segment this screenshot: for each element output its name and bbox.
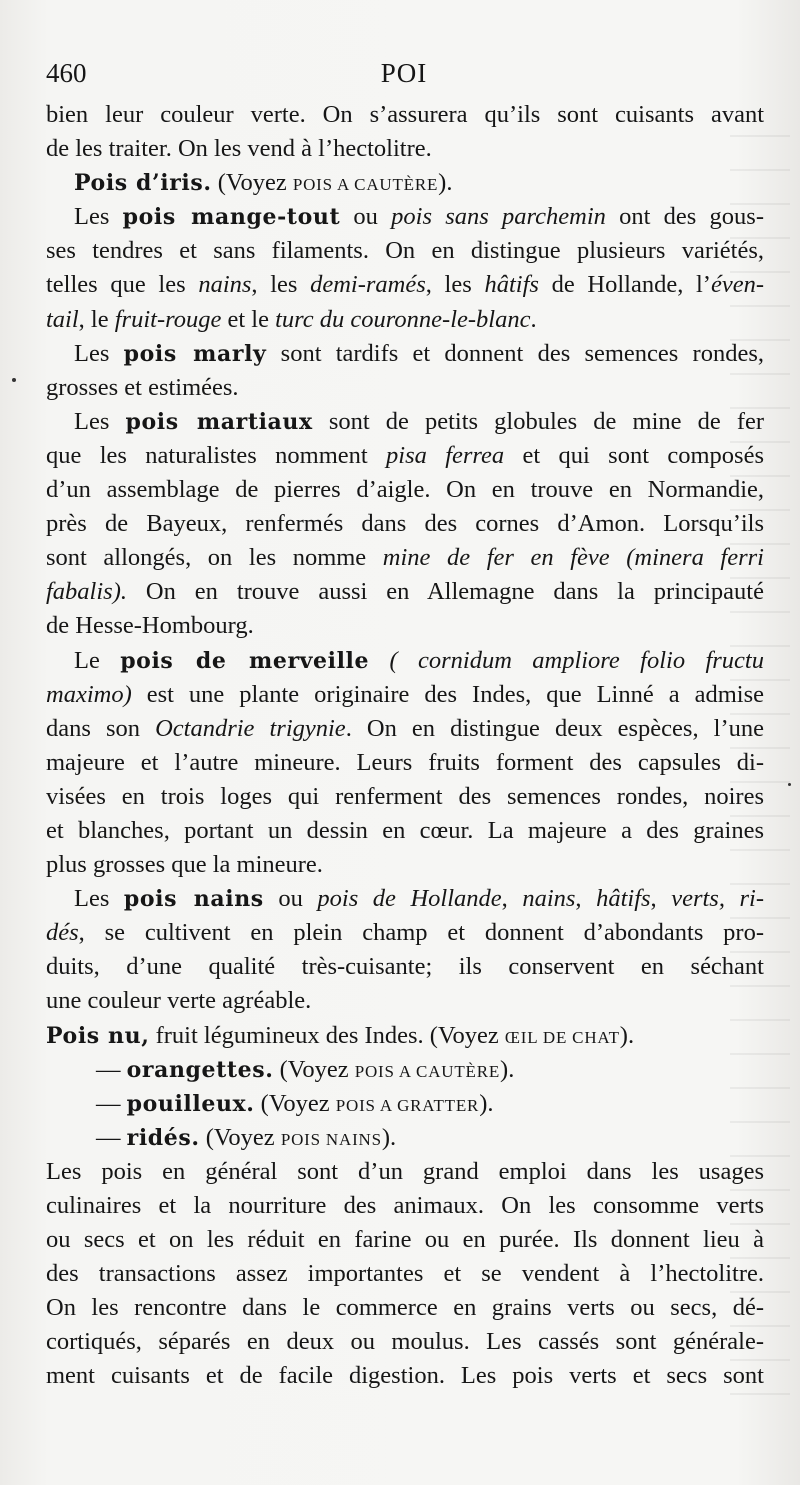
text-run: , <box>501 885 523 913</box>
headword: ridés. <box>126 1124 200 1151</box>
text-run: , le <box>78 305 115 333</box>
text-line <box>46 541 764 575</box>
text-line <box>46 268 764 302</box>
text-run: près de Bayeux, renfermés dans des cornes d’Amon. Lorsqu’ils <box>46 510 764 538</box>
text-line <box>46 780 764 814</box>
text-line <box>46 746 764 780</box>
text-run: Les <box>74 203 123 231</box>
entry-pois-nains <box>46 882 764 916</box>
text-run: est une plante originaire des Indes, que Linné a admise <box>131 680 764 708</box>
text-run: On les rencontre dans le commerce en grains verts ou secs, dé- <box>46 1294 764 1322</box>
italic-run: nains <box>522 885 576 913</box>
italic-run: ( cornidum ampliore folio fructu <box>369 646 764 674</box>
entry-pois-martiaux <box>46 405 764 439</box>
italic-run: demi-ramés <box>310 271 426 299</box>
text-run: de Hesse-Hombourg. <box>46 612 254 640</box>
text-run: fruit légumineux des Indes. (Voyez <box>149 1021 505 1049</box>
italic-run: verts, ri- <box>671 885 765 913</box>
text-run: bien leur couleur verte. On s’assurera qu’ils sont cuisants avant <box>46 101 764 128</box>
text-run: Les <box>74 339 124 367</box>
text-run: et le <box>221 305 276 333</box>
text-run: ). <box>500 1055 515 1083</box>
text-run: , <box>575 885 597 913</box>
italic-run: hâtifs <box>596 885 651 913</box>
text-run: grosses et estimées. <box>46 373 239 401</box>
text-run: d’un assemblage de pierres d’aigle. On en trouve en Normandie, <box>46 476 764 504</box>
cross-reference: ŒIL DE CHAT <box>504 1027 620 1047</box>
italic-run: pisa ferrea <box>386 441 505 469</box>
text-line <box>46 814 764 848</box>
italic-run: Octandrie trigynie <box>155 714 346 742</box>
text-run: duits, d’une qualité très-cuisante; ils conservent en séchant <box>46 953 764 981</box>
entry-rides <box>46 1121 764 1155</box>
text-run: Les <box>74 407 126 435</box>
text-run: . <box>530 305 537 333</box>
text-run: sont tardifs et donnent des semences rondes, <box>266 339 764 367</box>
text-line <box>46 848 764 882</box>
text-line <box>46 1223 764 1257</box>
text-run: , les <box>425 271 485 299</box>
text-line <box>46 371 764 405</box>
text-run: culinaires et la nourriture des animaux. On les consomme verts <box>46 1192 764 1219</box>
text-run: majeure et l’autre mineure. Leurs fruits forment des capsules di- <box>46 748 764 776</box>
text-line <box>46 916 764 950</box>
headword: pois martiaux <box>125 408 313 435</box>
entry-pois-de-merveille <box>46 644 764 678</box>
text-run: (Voyez <box>199 1123 281 1151</box>
headword: pois nains <box>123 886 264 913</box>
text-run: Les <box>74 885 124 913</box>
text-run: cortiqués, séparés en deux ou moulus. Les cassés sont générale- <box>46 1328 764 1356</box>
text-line <box>46 473 764 507</box>
text-run: et blanches, portant un dessin en cœur. La majeure a des graines <box>46 816 764 844</box>
page-header <box>46 58 762 94</box>
text-run: sont allongés, on les nomme <box>46 544 383 572</box>
text-line <box>46 1257 764 1291</box>
text-line <box>46 1189 764 1223</box>
headword: orangettes. <box>126 1056 274 1083</box>
text-line <box>46 98 764 132</box>
text-line <box>46 234 764 268</box>
italic-run: hâtifs <box>484 271 539 299</box>
text-run: et qui sont composés <box>504 441 764 469</box>
text-run: de les traiter. On les vend à l’hectolitre. <box>46 135 432 163</box>
text-line <box>46 507 764 541</box>
headword: pois de merveille <box>120 647 370 674</box>
text-line <box>46 132 764 166</box>
text-run: ). <box>479 1089 494 1117</box>
text-line <box>46 950 764 984</box>
text-run: Les pois en général sont d’un grand emploi dans les usages <box>46 1157 764 1185</box>
text-line <box>46 712 764 746</box>
italic-run: éven- <box>710 271 765 299</box>
headword: pois marly <box>123 340 267 367</box>
text-run: ). <box>438 169 453 197</box>
text-run: Le <box>74 646 121 674</box>
text-run: dans son <box>46 714 156 742</box>
text-line <box>46 1325 764 1359</box>
text-run: des transactions assez importantes et se vendent à l’hectolitre. <box>46 1260 764 1288</box>
text-run: ont des gous- <box>605 203 764 231</box>
text-run: sont de petits globules de mine de fer <box>312 407 765 435</box>
cross-reference: POIS NAINS <box>280 1129 382 1149</box>
ink-speck <box>12 378 16 382</box>
headword: pois mange-tout <box>122 204 341 231</box>
cross-reference: POIS A GRATTER <box>335 1095 480 1115</box>
text-run: — <box>96 1055 127 1083</box>
text-line <box>46 984 764 1018</box>
italic-run: mine de fer en fève (minera ferri <box>382 544 764 572</box>
text-run: de Hollande, l’ <box>538 271 711 299</box>
text-line <box>46 1359 764 1393</box>
italic-run: pois sans parchemin <box>391 203 606 231</box>
text-run: ment cuisants et de facile digestion. Les pois verts et secs sont <box>46 1362 764 1390</box>
text-run: ou <box>340 203 392 231</box>
text-line <box>46 678 764 712</box>
text-run: ). <box>381 1123 397 1151</box>
text-run: — <box>96 1089 127 1117</box>
text-line <box>46 1155 764 1189</box>
italic-run: nains <box>198 271 252 299</box>
running-head: POI <box>380 58 428 88</box>
italic-run: maximo) <box>46 680 132 708</box>
ink-speck <box>788 783 791 786</box>
text-run: On en trouve aussi en Allemagne dans la principauté <box>127 578 764 606</box>
entry-pois-mange-tout <box>46 200 764 234</box>
text-run: ou secs et on les réduit en farine ou en purée. Ils donnent lieu à <box>46 1226 764 1254</box>
text-run: une couleur verte agréable. <box>46 987 312 1015</box>
body-text <box>46 98 764 1394</box>
text-run: — <box>96 1123 127 1151</box>
italic-run: fruit-rouge <box>114 305 222 333</box>
text-run: (Voyez <box>254 1089 336 1117</box>
text-line <box>46 439 764 473</box>
text-run: (Voyez <box>211 169 293 197</box>
text-run: plus grosses que la mineure. <box>46 851 323 879</box>
text-line <box>46 303 764 337</box>
entry-pois-nu <box>46 1019 764 1053</box>
entry-orangettes <box>46 1053 764 1087</box>
text-run: ses tendres et sans filaments. On en distingue plusieurs variétés, <box>46 237 764 265</box>
entry-pois-d-iris <box>46 166 764 200</box>
cross-reference: POIS A CAUTÈRE <box>354 1061 501 1081</box>
italic-run: dés <box>46 919 79 947</box>
text-run: , <box>650 885 672 913</box>
italic-run: pois de Hollande <box>317 885 502 913</box>
italic-run: turc du couronne-le-blanc <box>275 305 531 333</box>
text-run: , se cultivent en plein champ et donnent d’abondants pro- <box>78 919 764 947</box>
text-run: telles que les <box>46 271 199 299</box>
text-run: (Voyez <box>273 1055 355 1083</box>
italic-run: tail <box>46 305 79 333</box>
text-run: , les <box>251 271 311 299</box>
text-line <box>46 609 764 643</box>
headword: Pois nu, <box>46 1022 150 1049</box>
text-run: . On en distingue deux espèces, l’une <box>345 714 764 742</box>
headword: pouilleux. <box>126 1090 255 1117</box>
text-line <box>46 1291 764 1325</box>
text-run: visées en trois loges qui renferment des semences rondes, noires <box>46 782 764 810</box>
text-run: que les naturalistes nomment <box>46 441 387 469</box>
text-run: ou <box>263 885 318 913</box>
entry-pois-marly <box>46 337 764 371</box>
page-number: 460 <box>46 58 87 88</box>
text-line <box>46 575 764 609</box>
entry-pouilleux <box>46 1087 764 1121</box>
text-run: ). <box>619 1021 635 1049</box>
headword: Pois d’iris. <box>74 170 212 197</box>
italic-run: fabalis). <box>46 578 127 606</box>
cross-reference: POIS A CAUTÈRE <box>292 175 439 195</box>
